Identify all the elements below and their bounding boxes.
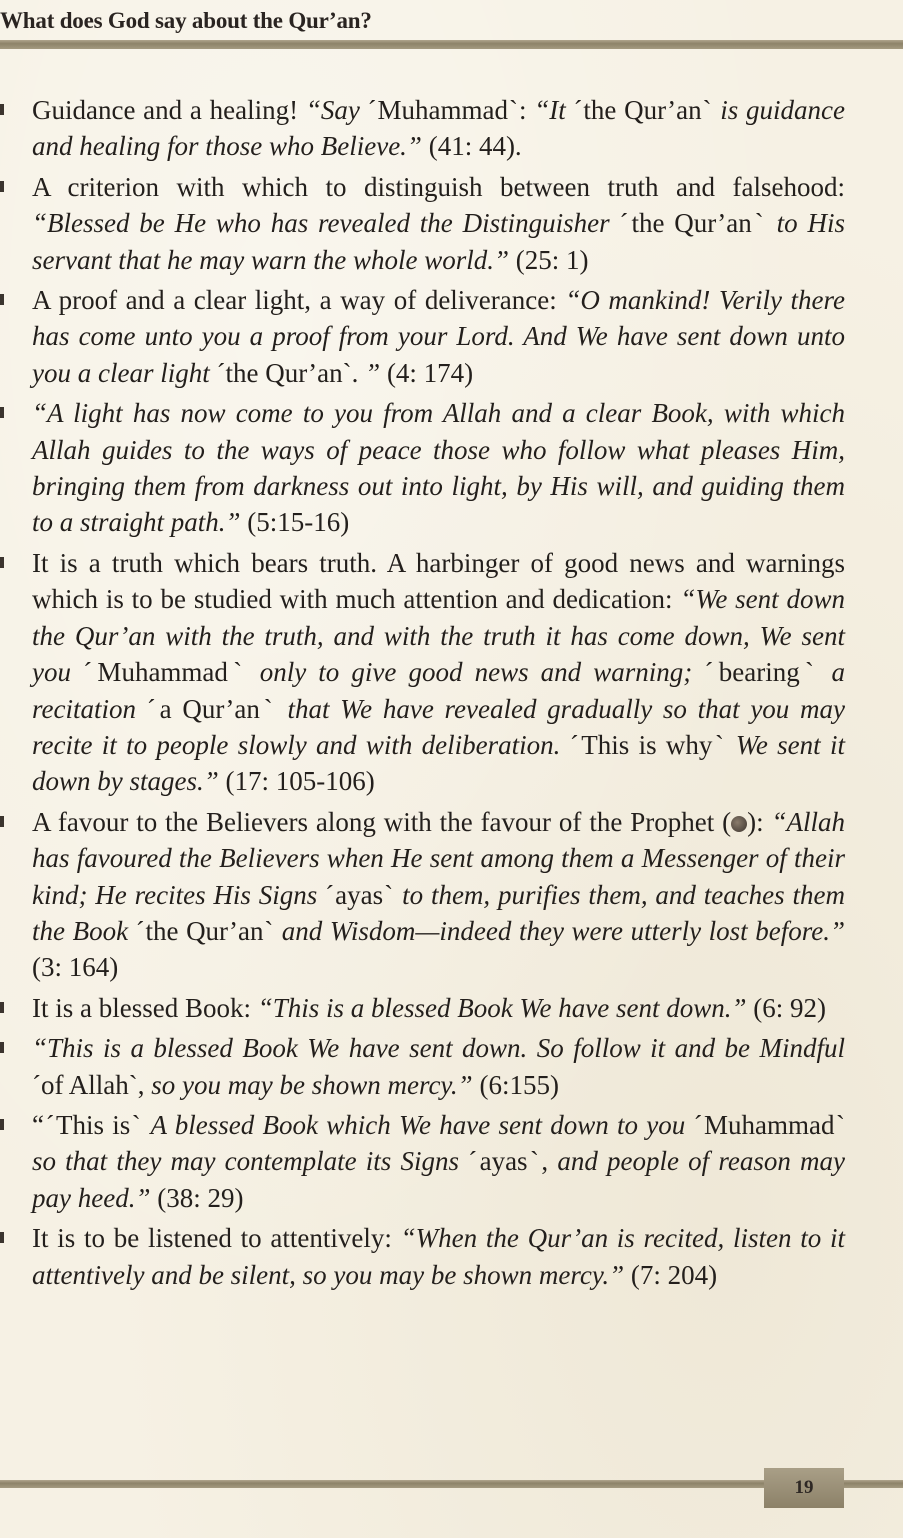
quote-segment: “It (534, 95, 574, 125)
text-segment: A favour to the Believers along with the favour of the Prophet ( (32, 806, 732, 837)
text-segment: (7: 204) (624, 1259, 718, 1290)
header-rule (0, 40, 903, 49)
pbuh-calligraphy-icon (731, 816, 747, 832)
quote-segment: “Allah has favoured the Believers when He sent among them a Messenger of their kind; He recites His Signs (32, 806, 845, 910)
text-segment: ˊayasˋ, (468, 1146, 558, 1177)
content-list (0, 92, 903, 1297)
bullet-icon (0, 407, 4, 418)
text-segment: It is a blessed Book: (32, 992, 258, 1023)
bullet-icon (0, 1232, 4, 1243)
list-item (0, 545, 903, 800)
quote-segment: is guidance and healing for those who Believe.” (32, 95, 845, 162)
text-segment: Guidance and a healing! (32, 95, 306, 125)
page-number: 19 (794, 1477, 814, 1498)
list-item-text (32, 990, 845, 1026)
quote-segment: “O mankind! Verily there has come unto you a proof from your Lord. And We have sent down unto you a clear light (32, 285, 845, 388)
list-item (0, 169, 903, 278)
quote-segment: “When the Qur’an is recited, listen to it attentively and be silent, so you may be shown mercy.” (32, 1223, 845, 1290)
list-item (0, 395, 903, 541)
list-item-text (32, 395, 845, 541)
quote-segment: and Wisdom—indeed they were utterly lost before.” (281, 915, 846, 946)
text-segment: (5:15-16) (240, 507, 350, 538)
list-item (0, 990, 903, 1026)
text-segment: A proof and a clear light, a way of deliverance: (32, 285, 566, 316)
quote-segment: that We have revealed gradually so that you may recite it to people slowly and with deliberation. (32, 693, 845, 760)
bullet-icon (0, 1042, 4, 1053)
text-segment: ˊthe Qur’anˋ (135, 915, 282, 946)
list-item-text (32, 92, 845, 165)
quote-segment: “Blessed be He who has revealed the Distinguisher (32, 208, 620, 239)
text-segment: ˊMuhammadˋ (83, 657, 260, 688)
text-segment: ˊbearingˋ (704, 657, 832, 688)
quote-segment: so you may be shown mercy.” (151, 1069, 473, 1100)
text-segment: (3: 164) (32, 952, 119, 983)
quote-segment: to His servant that he may warn the whole world.” (32, 208, 845, 275)
quote-segment: only to give good news and warning; (259, 657, 705, 688)
list-item-text (32, 1030, 845, 1103)
quote-segment: a recitation (32, 657, 846, 724)
text-segment: ˊThis is whyˋ (569, 729, 736, 760)
list-item-text (32, 1107, 845, 1216)
text-segment: (4: 174) (380, 357, 474, 388)
list-item (0, 1030, 903, 1103)
text-segment: ): (747, 806, 772, 837)
quote-segment: “Say (305, 95, 368, 125)
quote-segment: ” (365, 357, 381, 388)
bullet-icon (0, 1119, 4, 1130)
list-item-text (32, 804, 845, 986)
page-header-title: What does God say about the Qur’an? (0, 8, 372, 33)
list-item-text (32, 545, 845, 800)
quote-segment: “A light has now come to you from Allah and a clear Book, with which Allah guides to the ways of peace those who follow what pleases Him, bringing them from darkness out into light, by His will, and guiding them to a straight path.” (32, 398, 845, 538)
quote-segment: We sent it down by stages.” (32, 729, 845, 797)
text-segment: It is a truth which bears truth. A harbinger of good news and warnings which is to be studied with much attention and dedication: (32, 547, 845, 615)
bullet-icon (0, 104, 4, 115)
text-segment: ˊthe Qur’anˋ. (216, 357, 366, 388)
text-segment: ˊa Qur’anˋ (146, 693, 288, 724)
quote-segment: “We sent down the Qur’an with the truth, and with the truth it has come down, We sent you (32, 584, 846, 688)
text-segment: It is to be listened to attentively: (32, 1223, 401, 1254)
bullet-icon (0, 816, 4, 827)
text-segment: (17: 105-106) (218, 766, 375, 797)
text-segment: (41: 44). (421, 131, 522, 162)
quote-segment: and people of reason may pay heed.” (32, 1146, 845, 1213)
quote-segment: “This is a blessed Book We have sent down. So follow it and be Mindful (32, 1033, 845, 1064)
list-item (0, 804, 903, 986)
text-segment: (6: 92) (746, 992, 826, 1023)
list-item (0, 282, 903, 391)
text-segment: (25: 1) (508, 244, 589, 275)
text-segment: ˊthe Qur’anˋ (619, 208, 777, 239)
text-segment: ˊMuhammadˋ (693, 1109, 845, 1140)
list-item-text (32, 1220, 845, 1293)
text-segment: (38: 29) (150, 1182, 244, 1213)
list-item (0, 92, 903, 165)
text-segment: ˊthe Qur’anˋ (573, 95, 721, 125)
text-segment: ˊof Allahˋ, (32, 1069, 152, 1100)
quote-segment: so that they may contemplate its Signs (32, 1146, 469, 1177)
bullet-icon (0, 557, 4, 568)
list-item (0, 1107, 903, 1216)
list-item (0, 1220, 903, 1293)
text-segment: “ˊThis isˋ (32, 1109, 151, 1140)
page-number-box (764, 1468, 844, 1508)
text-segment: ˊayasˋ (325, 879, 403, 910)
bullet-icon (0, 181, 4, 192)
bullet-icon (0, 294, 4, 305)
bullet-icon (0, 1002, 4, 1013)
text-segment: (6:155) (472, 1069, 559, 1100)
quote-segment: A blessed Book which We have sent down to you (150, 1109, 694, 1140)
quote-segment: “This is a blessed Book We have sent down.” (257, 992, 747, 1023)
text-segment: A criterion with which to distinguish between truth and falsehood: (32, 171, 845, 202)
text-segment: ˊMuhammadˋ: (367, 95, 535, 125)
list-item-text (32, 282, 845, 391)
quote-segment: to them, purifies them, and teaches them the Book (32, 879, 845, 946)
list-item-text (32, 169, 845, 278)
